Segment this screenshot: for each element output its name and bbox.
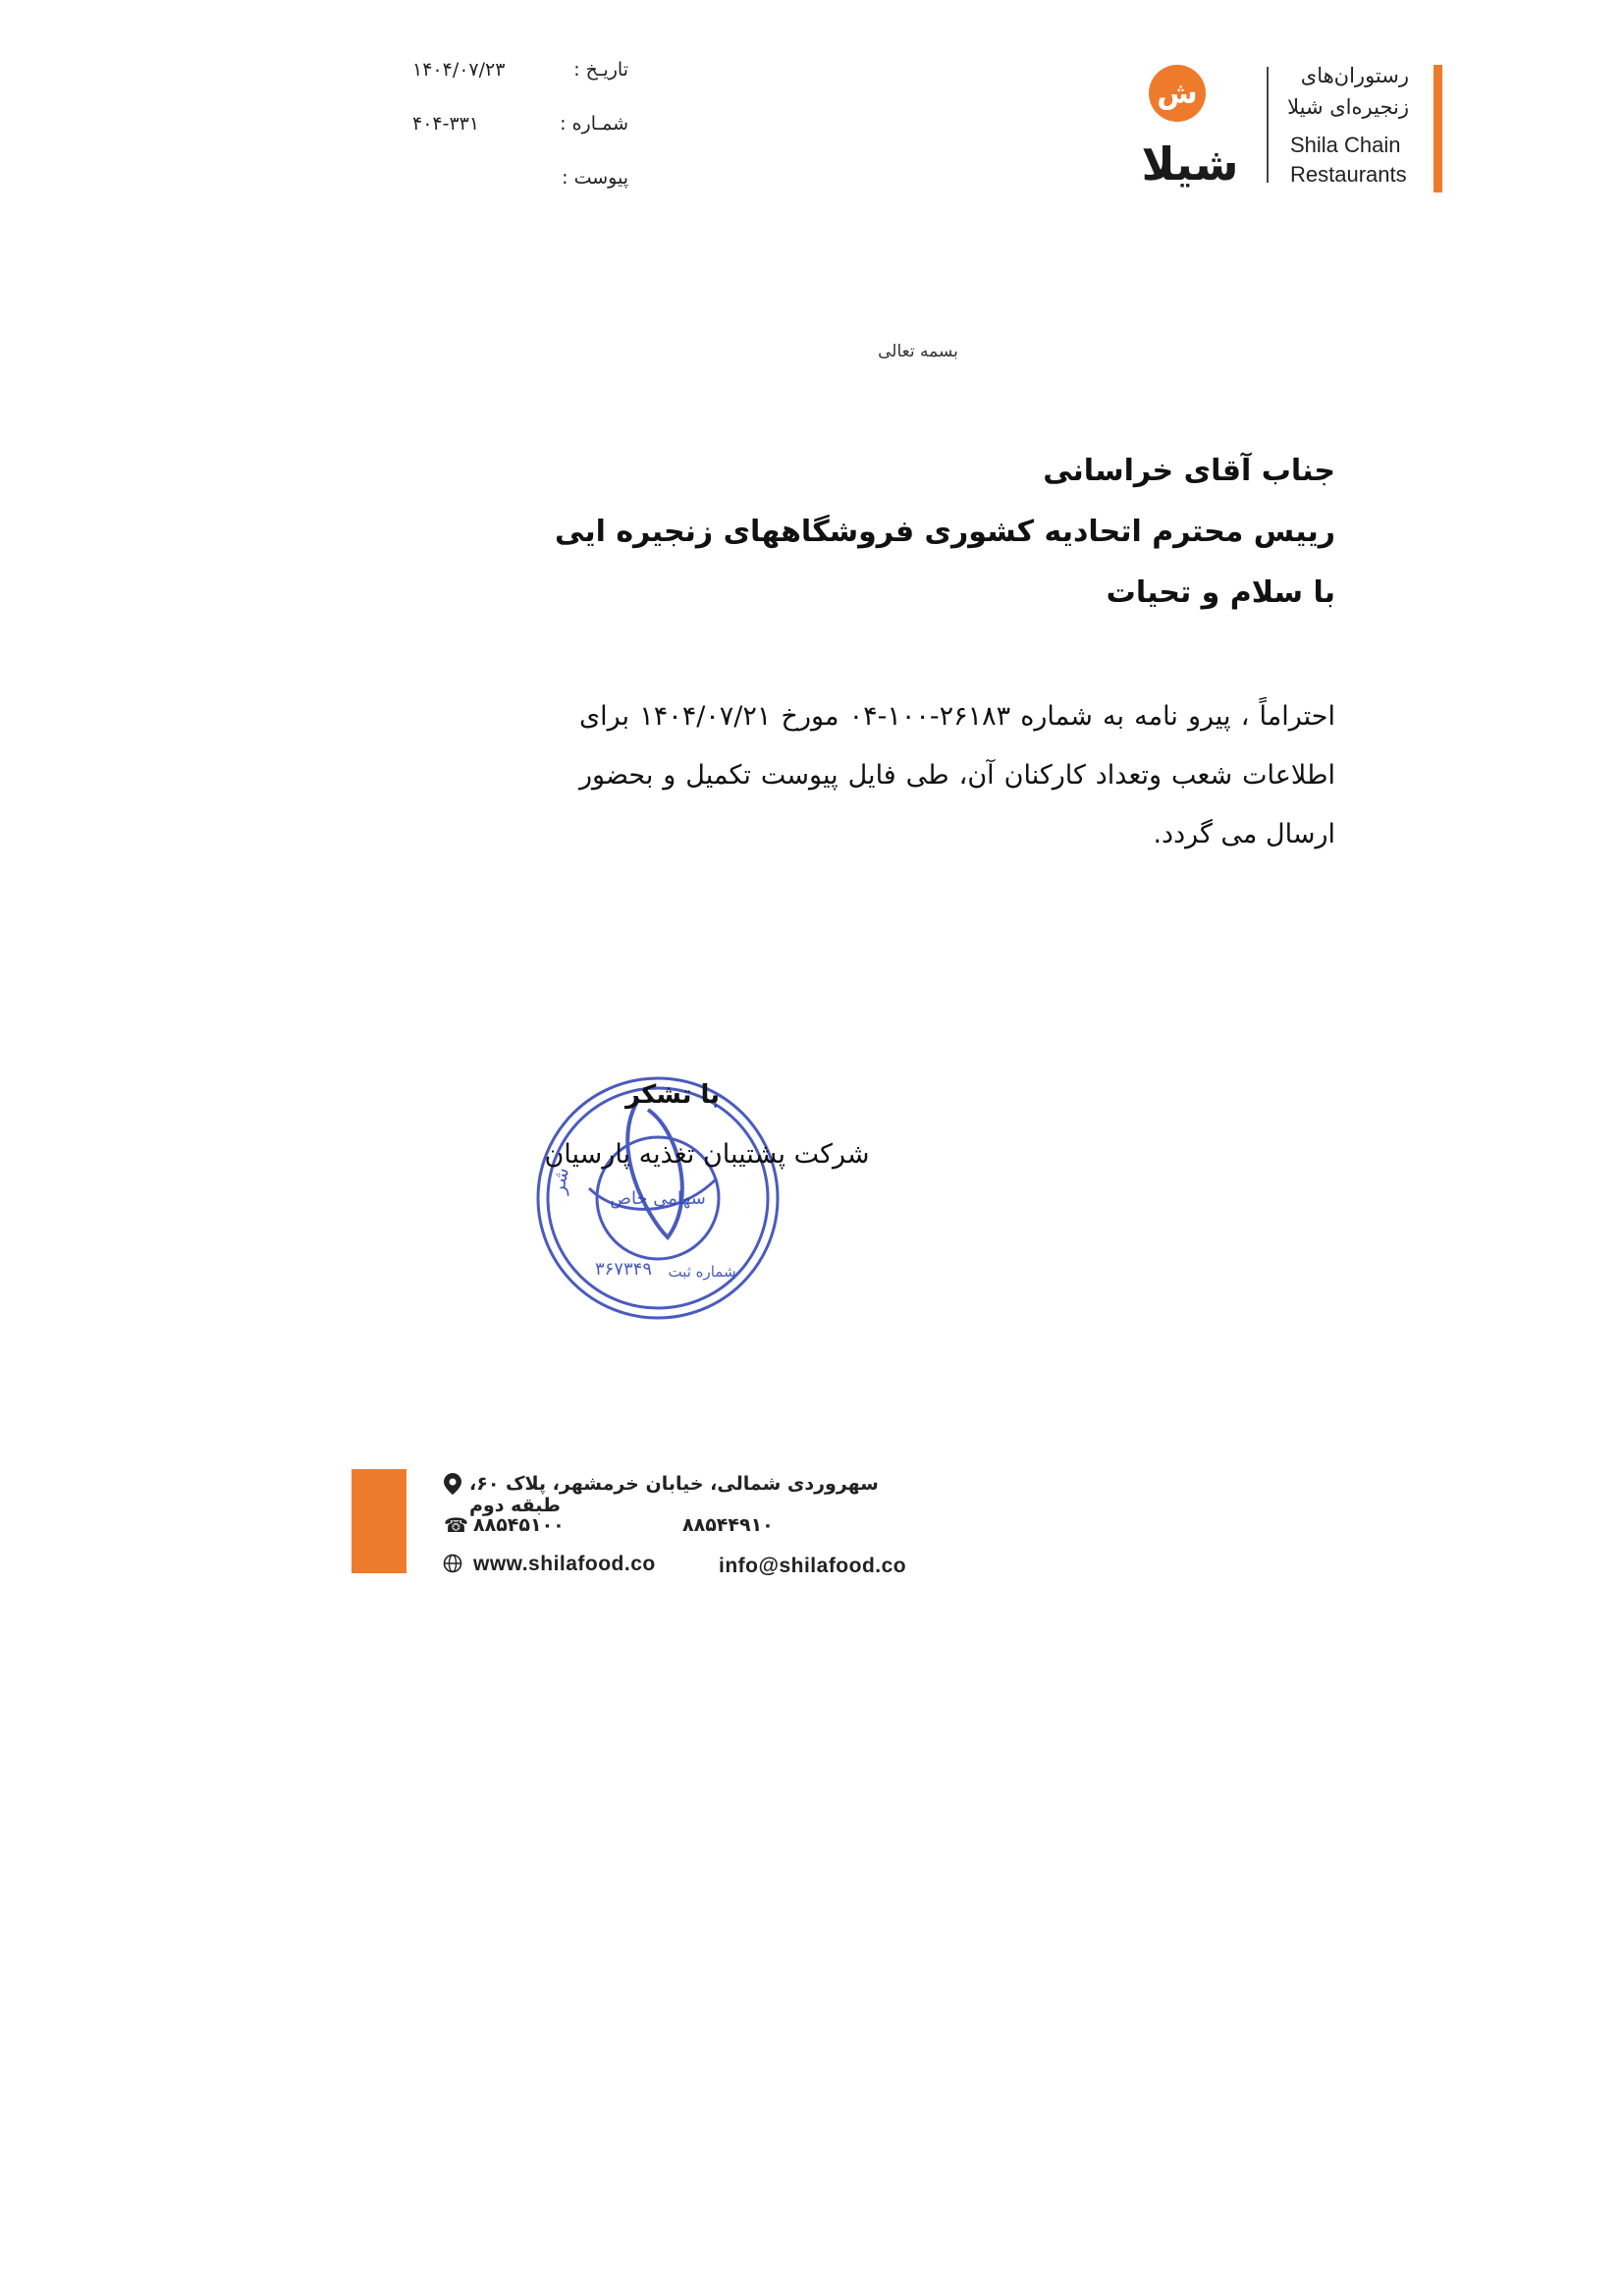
- addressee-title: رییس محترم اتحادیه کشوری فروشگاههای زنجیره ایی: [555, 515, 1335, 549]
- footer-accent-bar: [352, 1469, 406, 1573]
- attachment-label: پیوست :: [562, 167, 628, 189]
- footer-phone-1: ۸۸۵۴۵۱۰۰: [473, 1514, 565, 1536]
- location-pin-icon: [444, 1473, 461, 1500]
- brand-name-en-1: Shila Chain: [1290, 133, 1401, 157]
- addressee-name: جناب آقای خراسانی: [1043, 454, 1335, 488]
- brand-logo: [1149, 65, 1206, 122]
- brand-divider: [1267, 67, 1269, 183]
- date-value: ۱۴۰۴/۰۷/۲۳: [412, 59, 506, 81]
- date-label: تاریـخ :: [573, 59, 628, 81]
- stamp-reg-label: شماره ثبت: [668, 1263, 736, 1281]
- footer-email[interactable]: info@shilafood.co: [719, 1555, 907, 1577]
- stamp-reg-number: ۳۶۷۳۴۹: [594, 1259, 653, 1280]
- footer-phone-2: ۸۸۵۴۴۹۱۰: [682, 1514, 774, 1536]
- greeting: با سلام و تحیات: [1106, 575, 1335, 610]
- brand-name-fa-1: رستوران‌های: [1300, 64, 1409, 87]
- footer-address: سهروردی شمالی، خیابان خرمشهر، پلاک ۶۰، طبقه دوم: [469, 1473, 879, 1516]
- brand-accent-bar: [1434, 65, 1442, 192]
- stamp-ring-text: شر: [547, 1165, 574, 1196]
- number-label: شمـاره :: [560, 113, 628, 135]
- number-value: ۴۰۴-۳۳۱: [412, 113, 480, 135]
- company-name: شرکت پشتیبان تغذیه پارسیان: [544, 1139, 870, 1170]
- logo-wordmark: شیلا: [1141, 137, 1239, 191]
- svg-text:شرکت پشتیبان تغذیه پارسیان: [530, 1070, 573, 1196]
- brand-name-fa-2: زنجیره‌ای شیلا: [1287, 95, 1409, 119]
- brand-name-en-2: Restaurants: [1290, 162, 1407, 187]
- footer-website[interactable]: www.shilafood.co: [473, 1553, 656, 1575]
- logo-mark-icon: ش: [1149, 65, 1206, 122]
- closing: با تشکر: [624, 1080, 721, 1110]
- invocation: بسمه تعالی: [878, 342, 958, 361]
- stamp-center-text: سهامی خاص: [610, 1188, 706, 1209]
- globe-icon: [443, 1554, 462, 1578]
- body-paragraph: احتراماً ، پیرو نامه به شماره ۲۶۱۸۳-۱۰۰-۰۴ مورخ ۱۴۰۴/۰۷/۲۱ برای اطلاعات شعب وتعداد کارکنان آن، طی فایل پیوست تکمیل و بحضور ارسال می گردد.: [579, 701, 1335, 849]
- phone-icon: ☎: [444, 1513, 468, 1537]
